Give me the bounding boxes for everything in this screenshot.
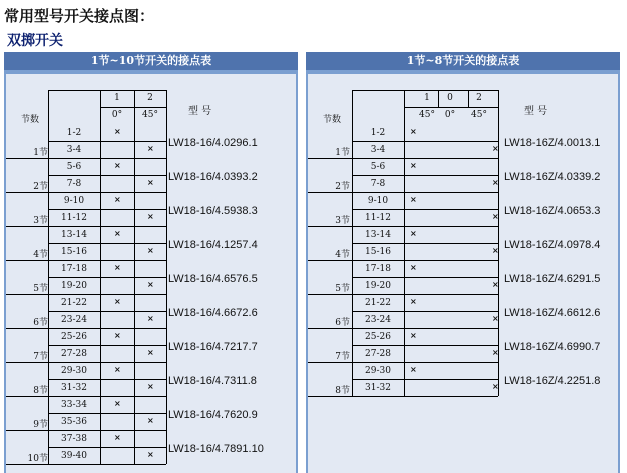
model-number: LW18-16/4.6672.6 (168, 307, 258, 319)
contact-closed-mark: × (114, 399, 121, 408)
grid-line (166, 158, 167, 175)
position-label: 2 (476, 93, 482, 103)
section-label: 8节 (335, 386, 350, 396)
grid-line (134, 277, 135, 294)
grid-line (352, 209, 498, 210)
grid-line (6, 396, 166, 397)
angle-label: 45° (142, 110, 158, 120)
contact-pair: 23-24 (61, 315, 87, 325)
contact-closed-mark: × (114, 127, 121, 136)
contact-pair: 31-32 (61, 383, 87, 393)
grid-line (48, 90, 166, 91)
grid-line (100, 260, 101, 277)
contact-pair: 15-16 (61, 247, 87, 257)
model-number: LW18-16Z/4.6990.7 (504, 341, 601, 353)
contact-pair: 5-6 (370, 162, 386, 172)
grid-line (498, 192, 499, 209)
grid-line (352, 243, 498, 244)
section-label: 8节 (33, 386, 48, 396)
grid-line (134, 243, 135, 260)
grid-line (308, 294, 498, 295)
contact-closed-mark: × (114, 433, 121, 442)
table-header: 1节~10节开关的接点表 (4, 52, 298, 70)
contact-pair: 37-38 (61, 434, 87, 444)
contact-pair: 9-10 (367, 196, 389, 206)
grid-line (166, 328, 167, 345)
grid-line (6, 260, 166, 261)
contact-closed-mark: × (114, 229, 121, 238)
model-number: LW18-16/4.1257.4 (168, 239, 258, 251)
section-label: 10节 (27, 454, 48, 464)
grid-line (100, 175, 101, 192)
grid-line (100, 192, 101, 209)
contact-closed-mark: × (147, 246, 154, 255)
model-number: LW18-16Z/4.0978.4 (504, 239, 601, 251)
position-label: 2 (147, 93, 153, 103)
contact-closed-mark: × (114, 195, 121, 204)
contact-pair: 29-30 (61, 366, 87, 376)
grid-line (100, 141, 101, 158)
contact-closed-mark: × (147, 144, 154, 153)
grid-line (404, 141, 405, 158)
model-number: LW18-16/4.0296.1 (168, 137, 258, 149)
grid-line (166, 413, 167, 430)
grid-line (404, 192, 405, 209)
contact-closed-mark: × (410, 263, 417, 272)
grid-line (48, 345, 166, 346)
grid-line (404, 345, 405, 362)
grid-line (404, 260, 405, 277)
grid-line (134, 294, 135, 311)
grid-line (308, 396, 498, 397)
model-number: LW18-16/4.7620.9 (168, 409, 258, 421)
section-count-label: 节数 (322, 115, 341, 125)
grid-line (404, 379, 405, 396)
grid-line (308, 192, 498, 193)
table-body (308, 74, 618, 473)
section-label: 6节 (335, 318, 350, 328)
grid-line (166, 362, 167, 379)
contact-pair: 1-2 (66, 128, 82, 138)
grid-line (166, 141, 167, 158)
contact-pair: 21-22 (61, 298, 87, 308)
grid-line (308, 260, 498, 261)
contact-closed-mark: × (147, 416, 154, 425)
contact-pair: 13-14 (365, 230, 391, 240)
section-label: 5节 (33, 284, 48, 294)
model-number: LW18-16/4.7891.10 (168, 443, 264, 455)
grid-line (134, 396, 135, 413)
contact-pair: 7-8 (66, 179, 82, 189)
grid-line (6, 430, 166, 431)
grid-line (308, 158, 498, 159)
grid-line (48, 311, 166, 312)
model-number: LW18-16Z/4.6612.6 (504, 307, 601, 319)
section-label: 1节 (335, 148, 350, 158)
section-label: 5节 (335, 284, 350, 294)
section-label: 7节 (33, 352, 48, 362)
grid-line (404, 158, 405, 175)
contact-closed-mark: × (410, 195, 417, 204)
angle-label: 0° (111, 110, 123, 120)
grid-line (6, 464, 166, 465)
grid-line (134, 328, 135, 345)
grid-line (404, 328, 405, 345)
grid-line (100, 209, 101, 226)
grid-line (134, 141, 135, 158)
grid-line (308, 328, 498, 329)
contact-closed-mark: × (492, 382, 499, 391)
grid-line (6, 294, 166, 295)
contact-pair: 31-32 (365, 383, 391, 393)
contact-closed-mark: × (492, 212, 499, 221)
grid-line (166, 243, 167, 260)
grid-line (134, 124, 135, 141)
grid-line (166, 90, 167, 124)
grid-line (6, 226, 166, 227)
grid-line (134, 379, 135, 396)
angle-label: 0° (444, 110, 456, 120)
grid-line (48, 141, 166, 142)
contact-pair: 25-26 (365, 332, 391, 342)
grid-line (498, 226, 499, 243)
contact-closed-mark: × (114, 297, 121, 306)
grid-line (6, 362, 166, 363)
contact-pair: 9-10 (63, 196, 85, 206)
grid-line (100, 226, 101, 243)
section-label: 2节 (335, 182, 350, 192)
contact-pair: 33-34 (61, 400, 87, 410)
section-label: 3节 (335, 216, 350, 226)
contact-closed-mark: × (147, 314, 154, 323)
grid-line (100, 430, 101, 447)
grid-line (48, 90, 49, 124)
contact-closed-mark: × (492, 348, 499, 357)
contact-pair: 29-30 (365, 366, 391, 376)
section-label: 9节 (33, 420, 48, 430)
grid-line (404, 124, 405, 141)
position-label: 0 (447, 93, 453, 103)
grid-line (404, 243, 405, 260)
grid-line (352, 175, 498, 176)
position-label: 1 (424, 93, 430, 103)
grid-line (134, 311, 135, 328)
section-label: 4节 (33, 250, 48, 260)
grid-line (48, 277, 166, 278)
grid-line (100, 243, 101, 260)
grid-line (134, 413, 135, 430)
contact-closed-mark: × (492, 178, 499, 187)
grid-line (166, 345, 167, 362)
grid-line (166, 447, 167, 464)
angle-label: 45° (471, 110, 487, 120)
contact-closed-mark: × (410, 161, 417, 170)
grid-line (6, 158, 166, 159)
grid-line (6, 192, 166, 193)
contact-closed-mark: × (492, 280, 499, 289)
grid-line (166, 311, 167, 328)
contact-closed-mark: × (147, 212, 154, 221)
contact-closed-mark: × (147, 280, 154, 289)
grid-line (308, 362, 498, 363)
contact-closed-mark: × (147, 382, 154, 391)
grid-line (166, 175, 167, 192)
section-label: 2节 (33, 182, 48, 192)
grid-line (352, 311, 498, 312)
grid-line (498, 328, 499, 345)
grid-line (134, 226, 135, 243)
position-label: 1 (114, 93, 120, 103)
page-title: 常用型号开关接点图： (4, 7, 155, 25)
contact-table-1-10 (4, 52, 298, 473)
angle-label: 45° (419, 110, 435, 120)
section-count-label: 节数 (20, 115, 39, 125)
contact-pair: 5-6 (66, 162, 82, 172)
contact-closed-mark: × (492, 144, 499, 153)
section-label: 3节 (33, 216, 48, 226)
grid-line (100, 413, 101, 430)
model-number: LW18-16Z/4.0653.3 (504, 205, 601, 217)
contact-closed-mark: × (410, 127, 417, 136)
grid-line (498, 158, 499, 175)
contact-closed-mark: × (410, 331, 417, 340)
model-number: LW18-16/4.7311.8 (168, 375, 257, 387)
section-label: 7节 (335, 352, 350, 362)
model-number: LW18-16/4.6576.5 (168, 273, 258, 285)
contact-closed-mark: × (114, 263, 121, 272)
contact-pair: 1-2 (370, 128, 386, 138)
grid-line (100, 447, 101, 464)
contact-closed-mark: × (410, 297, 417, 306)
contact-pair: 11-12 (61, 213, 87, 223)
grid-line (134, 158, 135, 175)
contact-pair: 21-22 (365, 298, 391, 308)
grid-line (166, 226, 167, 243)
contact-pair: 17-18 (61, 264, 87, 274)
grid-line (498, 90, 499, 124)
grid-line (498, 260, 499, 277)
grid-line (352, 90, 353, 124)
contact-pair: 19-20 (61, 281, 87, 291)
grid-line (134, 345, 135, 362)
grid-line (352, 345, 498, 346)
table-header: 1节~8节开关的接点表 (306, 52, 620, 70)
grid-line (134, 90, 135, 124)
grid-line (166, 209, 167, 226)
grid-line (100, 107, 166, 108)
grid-line (100, 328, 101, 345)
contact-closed-mark: × (492, 314, 499, 323)
model-number: LW18-16/4.5938.3 (168, 205, 258, 217)
grid-line (166, 260, 167, 277)
contact-pair: 39-40 (61, 451, 87, 461)
table-body (6, 74, 296, 473)
grid-line (100, 277, 101, 294)
grid-line (100, 379, 101, 396)
grid-line (438, 90, 439, 107)
grid-line (166, 192, 167, 209)
section-label: 1节 (33, 148, 48, 158)
grid-line (134, 209, 135, 226)
grid-line (468, 90, 469, 107)
grid-line (100, 294, 101, 311)
grid-line (48, 413, 166, 414)
grid-line (48, 209, 166, 210)
contact-closed-mark: × (114, 365, 121, 374)
grid-line (166, 124, 167, 141)
grid-line (404, 209, 405, 226)
contact-pair: 11-12 (365, 213, 391, 223)
grid-line (498, 294, 499, 311)
grid-line (498, 124, 499, 141)
contact-pair: 15-16 (365, 247, 391, 257)
contact-closed-mark: × (147, 178, 154, 187)
grid-line (352, 90, 498, 91)
contact-pair: 3-4 (370, 145, 386, 155)
section-label: 6节 (33, 318, 48, 328)
grid-line (48, 379, 166, 380)
contact-pair: 19-20 (365, 281, 391, 291)
model-number: LW18-16/4.7217.7 (168, 341, 258, 353)
grid-line (134, 260, 135, 277)
grid-line (166, 430, 167, 447)
grid-line (48, 447, 166, 448)
grid-line (100, 158, 101, 175)
grid-line (166, 379, 167, 396)
grid-line (100, 396, 101, 413)
grid-line (404, 277, 405, 294)
grid-line (100, 90, 101, 124)
grid-line (404, 362, 405, 379)
grid-line (404, 175, 405, 192)
grid-line (134, 175, 135, 192)
grid-line (100, 124, 101, 141)
grid-line (100, 311, 101, 328)
grid-line (48, 175, 166, 176)
contact-pair: 25-26 (61, 332, 87, 342)
contact-pair: 13-14 (61, 230, 87, 240)
contact-table-1-8 (306, 52, 620, 473)
grid-line (48, 243, 166, 244)
model-number: LW18-16Z/4.0339.2 (504, 171, 601, 183)
grid-line (404, 311, 405, 328)
contact-pair: 17-18 (365, 264, 391, 274)
contact-pair: 27-28 (365, 349, 391, 359)
model-number: LW18-16/4.0393.2 (168, 171, 258, 183)
grid-line (166, 294, 167, 311)
contact-pair: 35-36 (61, 417, 87, 427)
contact-closed-mark: × (410, 365, 417, 374)
model-column-label: 型 号 (188, 106, 212, 117)
grid-line (134, 447, 135, 464)
grid-line (134, 430, 135, 447)
contact-closed-mark: × (410, 229, 417, 238)
grid-line (352, 379, 498, 380)
grid-line (134, 362, 135, 379)
contact-closed-mark: × (492, 246, 499, 255)
page-subtitle: 双掷开关 (7, 33, 63, 49)
contact-pair: 27-28 (61, 349, 87, 359)
section-label: 4节 (335, 250, 350, 260)
grid-line (404, 90, 405, 124)
grid-line (404, 226, 405, 243)
grid-line (100, 362, 101, 379)
grid-line (308, 226, 498, 227)
contact-pair: 7-8 (370, 179, 386, 189)
contact-pair: 23-24 (365, 315, 391, 325)
grid-line (404, 294, 405, 311)
grid-line (404, 107, 498, 108)
contact-closed-mark: × (114, 161, 121, 170)
grid-line (352, 277, 498, 278)
model-number: LW18-16Z/4.2251.8 (504, 375, 601, 387)
model-number: LW18-16Z/4.0013.1 (504, 137, 601, 149)
grid-line (166, 396, 167, 413)
contact-closed-mark: × (114, 331, 121, 340)
contact-pair: 3-4 (66, 145, 82, 155)
model-column-label: 型 号 (524, 106, 548, 117)
grid-line (100, 345, 101, 362)
contact-closed-mark: × (147, 450, 154, 459)
model-number: LW18-16Z/4.6291.5 (504, 273, 601, 285)
grid-line (6, 328, 166, 329)
grid-line (352, 141, 498, 142)
grid-line (498, 362, 499, 379)
grid-line (166, 277, 167, 294)
grid-line (134, 192, 135, 209)
contact-closed-mark: × (147, 348, 154, 357)
